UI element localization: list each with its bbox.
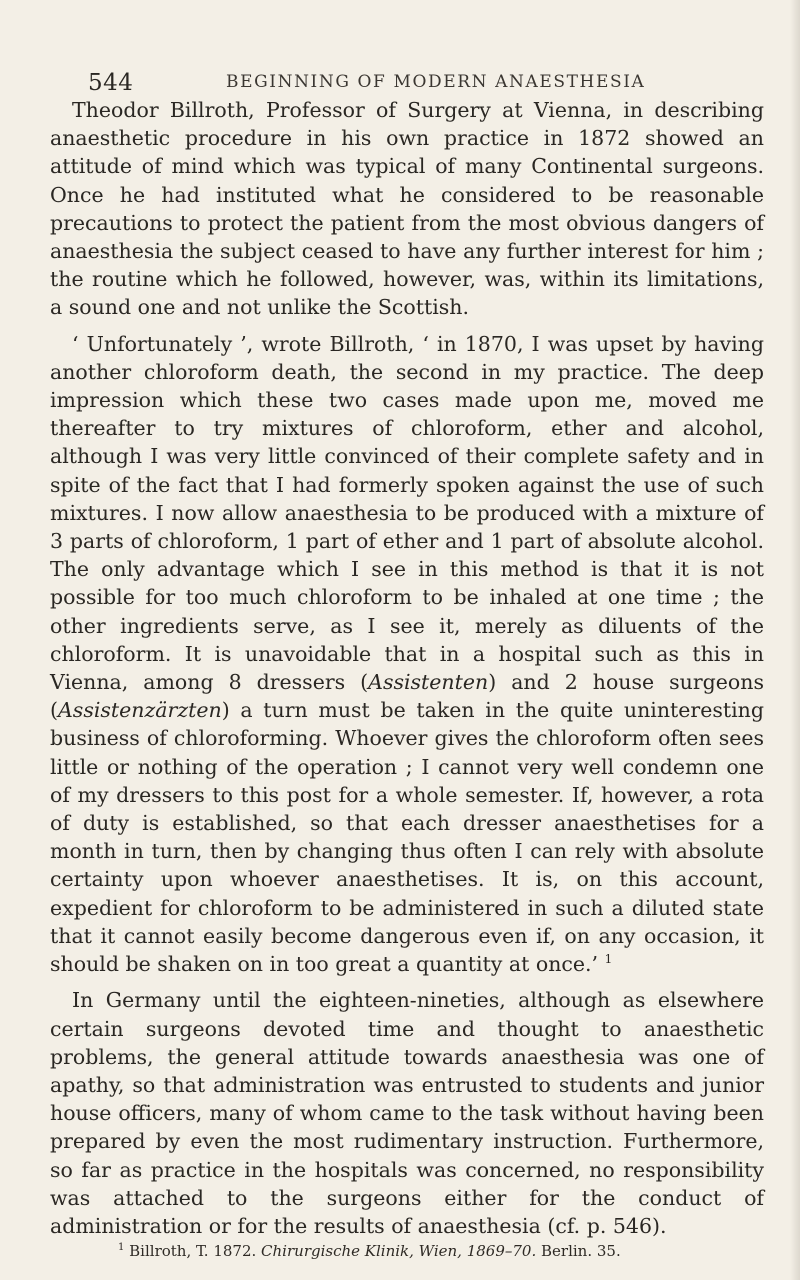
running-head: BEGINNING OF MODERN ANAESTHESIA xyxy=(226,72,646,92)
paragraph-billroth-quote xyxy=(50,330,764,979)
page-number: 544 xyxy=(88,70,134,96)
quote-text-part-2: ) and 2 house surgeons ( xyxy=(50,670,764,723)
footnote xyxy=(118,1242,758,1260)
term-assistenten: Assistenten xyxy=(368,670,489,695)
footnote-reference: 1 xyxy=(604,952,613,967)
footnote-marker: 1 xyxy=(118,1242,125,1253)
footnote-author-year: Billroth, T. 1872. xyxy=(129,1242,262,1260)
term-assistenzaerzten: Assistenzärzten xyxy=(58,698,222,723)
footnote-place-page: Berlin. 35. xyxy=(536,1242,621,1260)
quote-text-part-3: ) a turn must be taken in the quite uninteresting business of chloroforming. Whoever gives the chloroform often sees little or nothing of the operation ; I cannot very well condemn one of my dressers to this post for a whole semester. If, however, a rota of duty is established, so that each dresser anaesthetises for a month in turn, then by changing thus often I can rely with absolute certainty upon whoever anaesthetises. It is, on this account, expedient for chloroform to be administered in such a diluted state that it cannot easily become dangerous even if, on any occasion, it should be shaken on in too great a quantity at once.’ xyxy=(50,698,764,977)
paragraph-germany: In Germany until the eighteen-nineties, although as elsewhere certain surgeons devoted time and thought to anaesthetic problems, the general attitude towards anaesthesia was one of apathy, so that administration was entrusted to students and junior house officers, many of whom came to the task without having been prepared by even the most rudimentary instruction. Furthermore, so far as practice in the hospitals was concerned, no responsibility was attached to the surgeons either for the conduct of administration or for the results of anaesthesia (cf. p. 546). xyxy=(50,988,764,1238)
footnote-title: Chirurgische Klinik, Wien, 1869–70. xyxy=(261,1242,537,1260)
page-edge-shadow xyxy=(790,0,800,1280)
quote-text-part-1: ‘ Unfortunately ’, wrote Billroth, ‘ in 1870, I was upset by having another chloroform death, the second in my practice. The deep impression which these two cases made upon me, moved me thereafter to try mixtures of chloroform, ether and alcohol, although I was very little convinced of their complete safety and in spite of the fact that I had formerly spoken against the use of such mixtures. I now allow anaesthesia to be produced with a mixture of 3 parts of chloroform, 1 part of ether and 1 part of absolute alcohol. The only advantage which I see in this method is that it is not possible for too much chloroform to be inhaled at one time ; the other ingredients serve, as I see it, merely as diluents of the chloroform. It is unavoidable that in a hospital such as this in Vienna, among 8 dressers ( xyxy=(50,331,764,695)
body-text xyxy=(50,96,764,1240)
paragraph-billroth-intro: Theodor Billroth, Professor of Surgery at Vienna, in describing anaesthetic procedure in his own practice in 1872 showed an attitude of mind which was typical of many Continental surgeons. Once he had instituted what he considered to be reasonable precautions to protect the patient from the most obvious dangers of anaesthesia the subject ceased to have any further interest for him ; the routine which he followed, however, was, within its limitations, a sound one and not unlike the Scottish. xyxy=(50,98,764,320)
